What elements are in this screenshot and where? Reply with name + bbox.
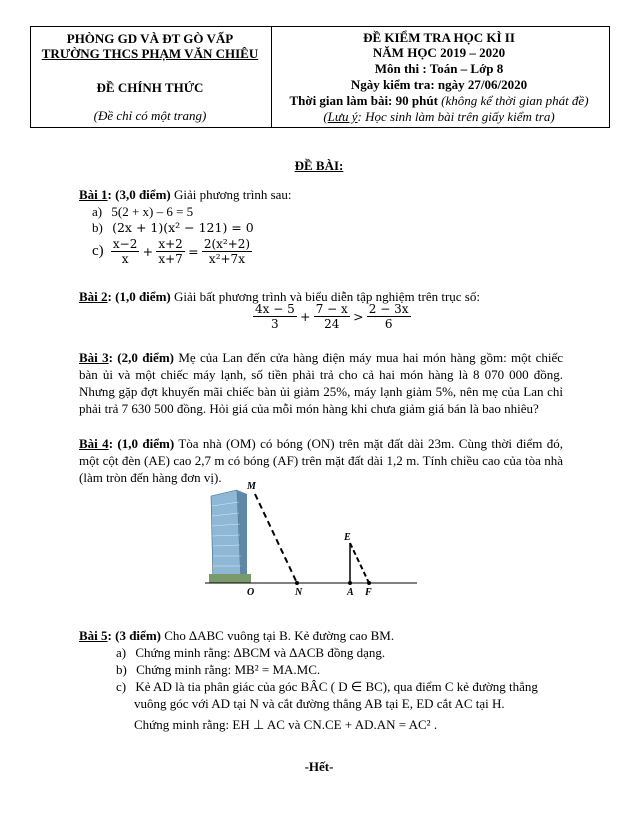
bai2-frac2-den: 24 <box>324 317 340 331</box>
bai1-b <box>92 220 254 236</box>
ray-ef <box>350 543 369 583</box>
bai2-text: Giải bất phương trình và biểu diễn tập nghiệm trên trục số: <box>173 289 480 304</box>
bai5-text: Cho ∆ABC vuông tại B. Kẻ đường cao BM. <box>164 628 395 643</box>
label-f: F <box>365 587 372 598</box>
bai2-frac3-den: 6 <box>384 317 393 331</box>
bai1-label: Bài 1 <box>79 187 108 202</box>
bai1-c-label: c) <box>92 243 104 259</box>
bai4-label: Bài 4 <box>79 436 109 451</box>
bai5-c-line2: vuông góc với AD tại N và cắt đường thẳng AB tại E, ED cắt AC tại H. <box>134 696 505 711</box>
bai3-paragraph <box>79 349 563 417</box>
point-f <box>367 581 371 585</box>
bai1-c-frac3-num: 2(x²+2) <box>203 237 251 251</box>
bai3-label: Bài 3 <box>79 350 109 365</box>
bai1-c-frac2-den: x+7 <box>158 252 183 266</box>
bai5-a-text: Chứng minh rằng: ∆BCM và ∆ACB đồng dạng. <box>135 645 386 660</box>
bai2-frac2 <box>314 302 350 331</box>
bai2-inequality <box>253 302 411 331</box>
header-note-row <box>270 109 608 125</box>
bai1-c <box>92 237 252 266</box>
bai2-frac3 <box>367 302 411 331</box>
point-n <box>295 581 299 585</box>
bai5-c <box>116 679 538 695</box>
label-o: O <box>247 587 255 598</box>
ray-mn <box>255 494 297 583</box>
bai5-label: Bài 5 <box>79 628 108 643</box>
bai1-a <box>92 204 193 220</box>
bai2-frac3-num: 2 − 3x <box>368 302 409 316</box>
bai3-text: Mẹ của Lan đến cửa hàng điện máy mua hai món hàng gồm: một chiếc bàn ủi và một chiếc máy lạnh, số tiền phải trả cho cả hai món hàng là 8 070 000 đồng. Nhưng gặp đợt khuyến mãi chiếc bàn ủi giảm 25%, máy lạnh giảm 5%, nên mẹ của Lan chỉ phải trả 7 630 500 đồng. Hỏi giá của mỗi món hàng khi chưa giảm giá bán là bao nhiêu? <box>79 350 564 416</box>
bai2-points: : (1,0 điểm) <box>107 289 171 304</box>
bai1-c-frac1-den: x <box>121 252 129 266</box>
header-school: TRƯỜNG THCS PHẠM VĂN CHIÊU <box>41 46 259 61</box>
bai1-points: : (3,0 điểm) <box>107 187 171 202</box>
bai1-heading <box>79 187 292 203</box>
header-dept: PHÒNG GD VÀ ĐT GÒ VẤP <box>66 31 234 46</box>
bai2-frac1-den: 3 <box>271 317 279 331</box>
bai1-c-plus: + <box>142 244 154 259</box>
bai5-b-label: b) <box>116 662 127 677</box>
bai2-label: Bài 2 <box>79 289 108 304</box>
header-time-row <box>270 93 608 109</box>
bai5-a <box>116 645 385 661</box>
bai4-points: : (1,0 điểm) <box>108 436 175 451</box>
bai2-frac1 <box>253 302 297 331</box>
bai1-c-equals: = <box>188 244 199 259</box>
bai1-a-label: a) <box>92 204 103 219</box>
header-time-note: (không kể thời gian phát đề) <box>441 93 589 108</box>
bai5-b <box>116 662 320 678</box>
header-date: Ngày kiểm tra: ngày 27/06/2020 <box>350 77 528 92</box>
bai1-a-eq: 5(2 + x) – 6 = 5 <box>111 204 194 219</box>
bai5-c-line3: Chứng minh rằng: EH ⊥ AC và CN.CE + AD.AN = AC² . <box>134 717 438 732</box>
bai2-frac2-num: 7 − x <box>315 302 348 316</box>
bai1-c-frac2 <box>156 237 184 266</box>
bai1-c-frac1-num: x−2 <box>112 237 138 251</box>
header-time: Thời gian làm bài: 90 phút <box>289 93 438 108</box>
exam-heading: ĐỀ BÀI: <box>294 158 344 173</box>
bai1-text: Giải phương trình sau: <box>173 187 292 202</box>
bai2-gt: > <box>353 309 364 324</box>
point-a <box>348 581 352 585</box>
label-m: M <box>247 481 256 492</box>
bai5-a-label: a) <box>116 645 127 660</box>
label-a: A <box>347 587 354 598</box>
label-e: E <box>344 532 351 543</box>
bai1-c-frac3-den: x²+7x <box>208 252 245 266</box>
bai5-b-text: Chứng minh rằng: MB² = MA.MC. <box>136 662 321 677</box>
bai5-c-label: c) <box>116 679 127 694</box>
header-note-label: Lưu ý <box>327 109 358 124</box>
header-year: NĂM HỌC 2019 – 2020 <box>372 45 506 60</box>
bai5-c-text1: Kẻ AD là tia phân giác của góc BÂC ( D ∈ BC), qua điểm C kẻ đường thẳng <box>135 679 538 694</box>
bai1-b-eq: (2x + 1)(x² − 121) = 0 <box>112 220 254 235</box>
bai4-figure <box>195 478 425 600</box>
bai2-plus: + <box>299 309 311 324</box>
bai2-frac1-num: 4x − 5 <box>255 302 295 316</box>
header-note-text: : Học sinh làm bài trên giấy kiểm tra) <box>357 109 555 124</box>
building-image <box>209 490 251 583</box>
header-exam-title: ĐỀ KIỂM TRA HỌC KÌ II <box>363 30 515 45</box>
bai1-c-frac3 <box>202 237 252 266</box>
bai1-c-frac1 <box>111 237 139 266</box>
header-subject: Môn thi : Toán – Lớp 8 <box>374 61 504 76</box>
label-n: N <box>295 587 303 598</box>
bai5-points: : (3 điểm) <box>107 628 161 643</box>
bai5-heading <box>79 628 394 644</box>
bai1-b-label: b) <box>92 220 103 235</box>
header-note-open: ( <box>323 109 328 124</box>
header-page-note: (Đề chỉ có một trang) <box>93 108 207 123</box>
bai3-points: : (2,0 điểm) <box>108 350 174 365</box>
header-official: ĐỀ CHÍNH THỨC <box>96 80 204 95</box>
bai1-c-frac2-num: x+2 <box>158 237 183 251</box>
end-mark: -Hết- <box>304 759 334 774</box>
bai4-text: Tòa nhà (OM) có bóng (ON) trên mặt đất dài 23m. Cùng thời điểm đó, một cột đèn (AE) cao 2,7 m có bóng (AF) trên mặt đất dài 1,2 m. Tính chiều cao của tòa nhà (làm tròn đến hàng đơn vị). <box>79 436 563 485</box>
